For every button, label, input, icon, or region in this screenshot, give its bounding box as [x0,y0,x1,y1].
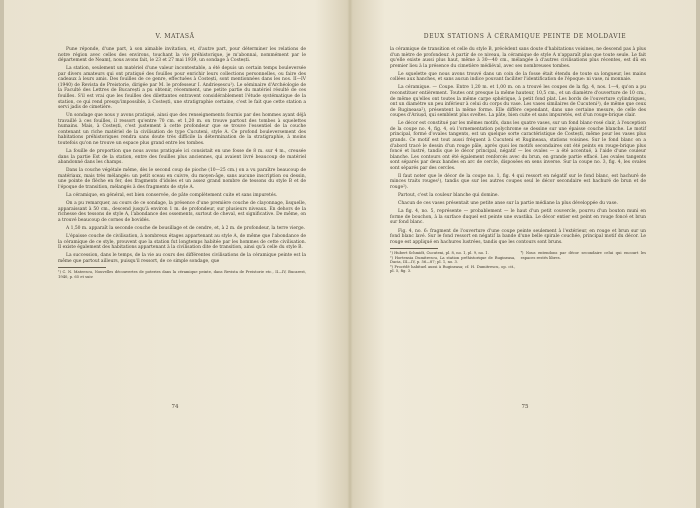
right-paragraph: Il faut noter que le décor de la coupe no. 1, fig. 4 qui ressort en négatif sur le fond blanc, est hachuré de minces traits rouges¹), tandis que sur les autres coupes seul le décor secondaire est hachuré de brun et de rouge²). [390,173,646,190]
footnote: ²) Hortensia Dumitrescu, La station préhistorique de Rugineasa, Dacia, III—IV, p. 56—87; pl. 1, no. 3. [390,255,516,265]
left-paragraph: Pune réponde, d'une part, à son aimable invitation, et, d'autre part, pour déterminer les relations de notre région avec celles des environs, touchant la vie préhistorique, je m'abonnai, nommément par le département de Neamț, nous avons fait, le 23 et 27 mai 1939, un sondage à Costești. [58,47,306,64]
right-running-head: DEUX STATIONS À CÉRAMIQUE PEINTE DE MOLDAVIE [423,33,627,40]
footnote: ¹) Hubert Schmidt, Cucuteni, pl. 8, no. 1, pl. 9, no. 1. [390,251,489,256]
right-paragraph: Le décor est constitué par les mêmes motifs, dans les quatre vases, sur un fond blanc-rosé clair, à l'exception de la coupe no. 4, fig. 4, où l'ornementation polychrome se dessine sur une épaisse couche blanche. Le motif principal, formé d'ovales tangents, est un quelque sorte caractéristique de Costești, même pour les vases plus grands. Ce motif est tout aussi fréquent à Cucuteni et Rugineasa, stations voisines. Sur le fond blanc on a d'abord tracé le dessin d'un rouge pâle, après quoi les motifs secondaires ont été peints en rouge-brique plus foncé et lustré, tandis que le décor principal, négatif — les ovales — a été accentué, à l'aide d'une couleur blanche. Les contours ont été également renforcés avec du brun, en grande partie effacé. Les ovales tangents sont séparés par deux bandes en arc de cercle, disposées en sens inverse. Sur la coupe no. 3, fig. 4, les ovales sont séparés par des cercles. [390,121,646,171]
footnote-column-left [390,251,515,274]
footnote-column-right [521,251,646,274]
left-paragraph: La céramique, en général, est bien conservée, de pâte complètement cuite et sans impuretés. [66,193,278,199]
right-paragraph: Partout, c'est la couleur blanche qui domine. [398,193,499,199]
right-paragraph: Chacun de ces vases présentait une petite anse sur la partie médiane la plus développée du vase. [398,201,618,207]
left-paragraph: La succession, dans le temps, de la vie au cours des différentes civilisations de la céramique peinte est la même que partout ailleurs, puisqu'il ressort, de ce simple sondage, que [58,253,306,264]
left-body-text [58,47,306,279]
left-paragraph: L'épaisse couche de civilisation, à nombreux étages appartenant au style A, de même que l'abondance de la céramique de ce style, prouvent que la station fut longtemps habitée par les hommes de cette civilisation. Il existe également des habitations appartenant à la civilisation dite de transition, ainsi qu'à celle du style B. [58,234,306,251]
footnote: ¹) C. N. Mateescu, Nouvelles découvertes de poteries dans la céramique peinte, dans Revista de Preistorie etc., II—IV, Bucarest, 1940, p. 65 et suiv. [58,270,306,279]
left-paragraph: Un sondage que nous y avons pratiqué, ainsi que des renseignements fournis par des hommes ayant déjà travaillé à ces fouilles, il ressort qu'entre 70 cm. et 1,20 m. on trouve partout des tombes à squelettes humains. Mais, à Costești, c'est justement à cette profondeur que se trouve l'essentiel de la couche contenant un riche matériel de la civilisation de type Cucuteni, style A. Ce profond bouleversement des habitations préhistoriques rendra sans doute très difficile la détermination de la stratigraphie, à moins toutefois qu'on ne trouve un espace plus grand entre les tombes. [58,113,306,146]
left-paragraph: La station, seulement un matériel d'une valeur incontestable, a été depuis un certain temps bouleversée par divers amateurs qui ont pratiqué des fouilles pour enrichir leurs collections personnelles, ou faire des cadeaux à leurs amis. Des fouilles de ce genre, effectuées à Costești, sont mentionnées dans les nos. II—IV (1940) de Revista de Preistorie, dirigée par M. le professeur I. Andrieșescu¹). Le séminaire d'Archéologie de la Faculté des Lettres de Bucarești a pu obtenir, récemment, une petite partie du matériel résulté de ces fouilles. S'il est vrai que les fouilles des dilettantes entravent considérablement l'étude systématique de la station, ce qui rend presqu'impossible, à Costești, une stratigraphie certaine, c'est le fait que cette station a servi jadis de cimetière. [58,66,306,111]
right-paragraph: La céramique. — Coupe. Entre 1,20 m. et 1,00 m. on a trouvé les coupes de la fig. 4, nos. 1—4, qu'on a pu reconstituer entièrement. Toutes ont presque la même hauteur, 10,5 cm., et un diamètre d'ouverture de 10 cm., de même qu'elles ont toutes la même carpe sphérique, à petit fond plat. Les bords de l'ouverture cylindriques, ont un diamètre un peu inférieur à celui du corps du vase. Les vases similaires de Cucuteni¹), de même que ceux de Rugineasa²), présentent la même forme. Elle diffère cependant, dans une certaine mesure, de celle des coupes d'Ariușd, qui semblent plus sveltes. La pâte, bien cuite et sans impuretés, est d'un rouge-brique clair. [390,85,646,119]
right-footnotes [390,251,646,274]
right-body-text [390,47,646,274]
left-paragraph: On a pu remarquer, au cours de ce sondage, la présence d'une première couche de clayonnage, lisquelle, apparaissant à 50 cm., descend jusqu'à environ 1 m. de profondeur, sur plusieurs niveaux. En dehors de la richesse des tessons de style A, l'abondance des ossements, surtout de cheval, est significative. De même, on a trouvé beaucoup de cornes de bovidés. [58,201,306,223]
right-page-number: 75 [521,404,529,410]
footnote-rule [390,248,438,249]
right-paragraph: Le squelette que nous avons trouvé dans un coin de la fosse était étendu de toute sa longueur, les mains collées aux hanches, et sans aucun indice pouvant faciliter l'identification de l'époque: ni vase, ni monnaie. [390,71,646,83]
left-page-number: 74 [171,404,179,410]
left-footnotes [58,270,306,279]
right-paragraph: Fig. 4, no. 6: fragment de l'ouverture d'une coupe peinte seulement à l'extérieur, en rouge et brun sur un fond blanc lavé. Sur le fond ressort en négatif la bande d'une belle spirale couchée, principal motif du décor. Le rouge est appliqué en hachures lustrées, tandis que les contours sont bruns. [390,228,646,245]
footnote: ⁴) Nous entendons par décor secondaire celui qui encourt les espaces restés libres. [520,251,646,260]
footnote-rule [58,267,106,268]
left-paragraph: La fouille de proportion que nous avons pratiquée ici consistait en une fosse de 8 m. sur 4 m., creusée dans la partie Est de la station, entre des fouilles plus anciennes, qui avaient livré beaucoup de matériel abandonné dans les champs. [58,149,306,166]
right-paragraph: La fig. 4, no. 5, représente — probablement — le haut d'un petit couvercle, pourvu d'un bouton muni en forme de bouchon, à la surface duquel est peinte une svastika. Le décor entier est peint en rouge foncé et brun sur fond blanc. [390,209,646,226]
right-paragraph: la céramique de transition et celle du style B, précèdent sans doute d'habitations voisines, ne descend pas à plus d'un mètre de profondeur. A partir de ce niveau, la céramique de style A n'apparaît plus que toute seule. Le fait qu'elle existe aussi plus haut, même à 30—40 cm., mélangée à d'autres civilisations plus récentes, est dû en premier lieu à la présence du cimetière médiéval, avec ses nombreuses tombes. [390,47,646,69]
right-page [350,0,700,508]
footnote: ³) Procédé habituel aussi à Rugineasa; cf. H. Dumitrescu, op. cit., pl. 5, fig. 3. [390,264,516,274]
left-paragraph: A 1,50 m. apparaît la seconde couche de bousillage et de cendre, et, à 2 m. de profondeur, la terre vierge. [66,226,306,232]
left-running-head: V. MATASĂ [155,33,195,40]
left-paragraph: Dans la couche végétale même, dès le second coup de pioche (10—25 cm.) on a vu paraître beaucoup de matériaux, mais très mélangés: un petit sceau en cuivre, du moyen-âge, sans aucune inscription ou dessin, une pointe de flèche en fer, des fragments d'idoles et un assez grand nombre de tessons du style B et de l'époque de transition, mélangés à des fragments de style A. [58,168,306,190]
